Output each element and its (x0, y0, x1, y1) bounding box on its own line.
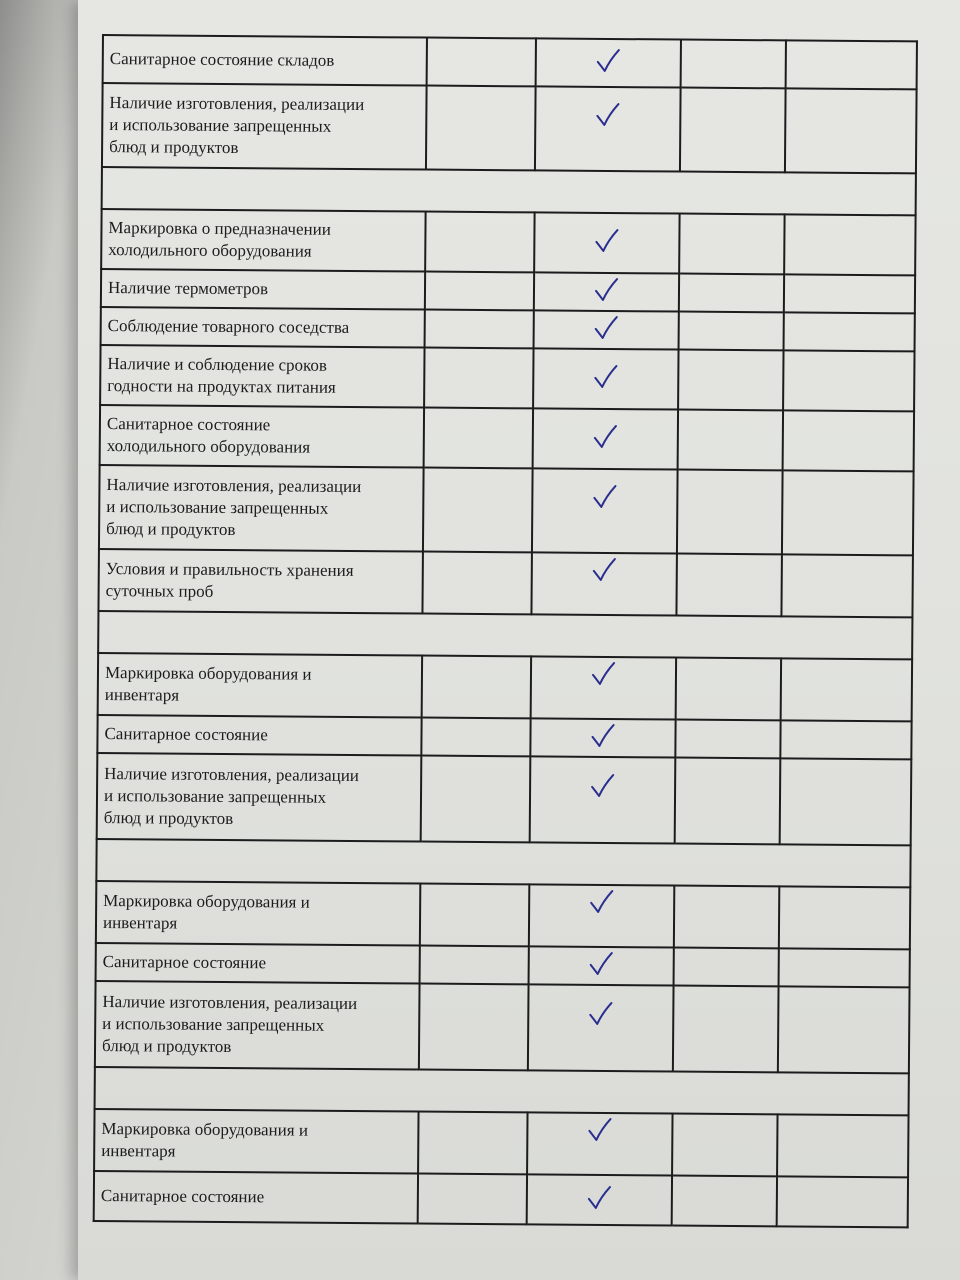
checkmark-icon (593, 277, 619, 303)
empty-cell[interactable] (418, 1174, 528, 1225)
criterion-label-line: Маркировка оборудования и (101, 1119, 309, 1140)
empty-cell[interactable] (420, 884, 530, 947)
criterion-label-line: Санитарное состояние (104, 724, 268, 745)
criterion-label (95, 981, 420, 1070)
checklist-row (96, 881, 910, 949)
checked-cell[interactable] (529, 884, 674, 947)
empty-cell[interactable] (778, 948, 910, 987)
checkmark-icon (594, 228, 620, 254)
checklist-row (98, 653, 912, 721)
checked-cell[interactable] (531, 718, 676, 757)
checked-cell[interactable] (532, 468, 677, 553)
section-separator-cell (95, 1067, 909, 1115)
empty-cell[interactable] (419, 946, 529, 985)
checked-cell[interactable] (530, 756, 675, 843)
empty-cell[interactable] (779, 886, 911, 949)
checked-cell[interactable] (536, 38, 681, 87)
criterion-label-line: Наличие изготовления, реализации (106, 475, 362, 497)
criterion-label-line: Санитарное состояние (102, 952, 267, 973)
section-separator-row (98, 611, 912, 659)
empty-cell[interactable] (777, 1114, 909, 1177)
checklist-row (101, 307, 915, 351)
empty-cell[interactable] (419, 984, 529, 1071)
empty-cell[interactable] (785, 88, 917, 173)
checkmark-icon (592, 424, 618, 450)
empty-cell[interactable] (423, 408, 533, 469)
checkmark-icon (595, 102, 621, 128)
empty-cell[interactable] (782, 410, 914, 471)
criterion-label-line: Условия и правильность хранения (105, 559, 354, 580)
criterion-label-line: инвентаря (104, 685, 180, 705)
criterion-label (103, 35, 427, 86)
empty-cell[interactable] (675, 720, 780, 759)
empty-cell[interactable] (671, 1176, 776, 1227)
section-separator-cell (98, 611, 912, 659)
criterion-label (94, 1109, 418, 1174)
criterion-label (100, 405, 424, 468)
criterion-label-line: и использование запрещенных (103, 786, 327, 807)
checkmark-icon (589, 773, 615, 799)
empty-cell[interactable] (424, 310, 534, 349)
empty-cell[interactable] (778, 986, 910, 1073)
checklist-row (101, 209, 915, 275)
checked-cell[interactable] (533, 348, 678, 409)
empty-cell[interactable] (678, 274, 783, 313)
criterion-label-line: холодильного оборудования (106, 436, 311, 457)
checked-cell[interactable] (527, 1174, 672, 1225)
criterion-label (101, 307, 425, 348)
checklist-row (95, 981, 910, 1073)
criterion-label-line: блюд и продуктов (103, 808, 234, 829)
checked-cell[interactable] (534, 272, 679, 311)
criterion-label-line: Маркировка оборудования и (103, 891, 310, 912)
checked-cell[interactable] (527, 1112, 672, 1175)
criterion-label (101, 209, 425, 272)
checklist-row (94, 1171, 908, 1227)
criterion-label (102, 83, 426, 170)
checked-cell[interactable] (529, 946, 674, 985)
criterion-label-line: суточных проб (105, 581, 214, 601)
criterion-label-line: Наличие изготовления, реализации (102, 992, 358, 1014)
checkmark-icon (589, 889, 615, 915)
empty-cell[interactable] (779, 758, 911, 845)
empty-cell[interactable] (780, 658, 912, 721)
criterion-label (96, 943, 420, 984)
criterion-label-line: и использование запрещенных (102, 1014, 325, 1035)
checked-cell[interactable] (533, 408, 678, 469)
checklist-row (100, 405, 914, 471)
section-separator-cell (96, 839, 910, 887)
empty-cell[interactable] (421, 656, 531, 719)
empty-cell[interactable] (679, 214, 784, 275)
empty-cell[interactable] (425, 272, 535, 311)
criterion-label-line: Санитарное состояние (100, 1186, 265, 1207)
criterion-label-line: блюд и продуктов (109, 137, 239, 158)
checkmark-icon (588, 951, 614, 977)
criterion-label (98, 653, 422, 718)
empty-cell[interactable] (673, 948, 778, 987)
empty-cell[interactable] (418, 1112, 528, 1175)
criterion-label-line: Наличие термометров (107, 278, 269, 299)
checklist-body (94, 35, 917, 1227)
empty-cell[interactable] (674, 758, 780, 845)
criterion-label (97, 753, 422, 842)
empty-cell[interactable] (776, 1176, 908, 1227)
checkmark-icon (590, 661, 616, 687)
checklist-row (97, 715, 911, 759)
empty-cell[interactable] (421, 718, 531, 757)
checkmark-icon (586, 1185, 612, 1211)
criterion-label (94, 1171, 418, 1224)
empty-cell[interactable] (673, 886, 779, 949)
criterion-label-line: Маркировка о предназначении (108, 218, 331, 239)
criterion-label-line: Санитарное состояние (106, 414, 271, 435)
empty-cell[interactable] (782, 470, 914, 555)
checkmark-icon (595, 48, 621, 74)
criterion-label-line: Наличие и соблюдение сроков (107, 354, 328, 375)
section-separator-cell (102, 167, 916, 215)
criterion-label-line: блюд и продуктов (106, 519, 236, 540)
checklist-row (100, 345, 914, 411)
criterion-label-line: годности на продуктах питания (107, 376, 336, 397)
empty-cell[interactable] (680, 40, 785, 89)
empty-cell[interactable] (675, 658, 781, 721)
criterion-label-line: и использование запрещенных (106, 497, 329, 518)
checklist-row (98, 549, 912, 617)
checkmark-icon (592, 484, 618, 510)
checked-cell[interactable] (534, 212, 679, 273)
empty-cell[interactable] (426, 38, 536, 87)
checklist-row (102, 83, 917, 173)
criterion-label-line: Наличие изготовления, реализации (109, 93, 365, 115)
checklist-row (101, 269, 915, 313)
empty-cell[interactable] (425, 212, 535, 273)
criterion-label (98, 549, 422, 614)
criterion-label-line: Наличие изготовления, реализации (104, 764, 360, 786)
empty-cell[interactable] (780, 720, 912, 759)
section-separator-row (96, 839, 910, 887)
empty-cell[interactable] (424, 348, 534, 409)
checkmark-icon (588, 1001, 614, 1027)
empty-cell[interactable] (784, 274, 916, 313)
empty-cell[interactable] (678, 350, 783, 411)
criterion-label (100, 345, 424, 408)
empty-cell[interactable] (677, 470, 783, 555)
checked-cell[interactable] (535, 86, 680, 171)
empty-cell[interactable] (677, 410, 782, 471)
criterion-label (99, 465, 423, 552)
checklist-row (99, 465, 914, 555)
checklist-row (97, 753, 912, 845)
section-separator-row (102, 167, 916, 215)
empty-cell[interactable] (673, 986, 779, 1073)
checkmark-icon (591, 557, 617, 583)
empty-cell[interactable] (426, 86, 536, 171)
section-separator-row (95, 1067, 909, 1115)
criterion-label (96, 881, 420, 946)
empty-cell[interactable] (422, 552, 532, 615)
empty-cell[interactable] (672, 1114, 778, 1177)
checkmark-icon (593, 364, 619, 390)
criterion-label-line: и использование запрещенных (109, 115, 332, 136)
checklist-row (96, 943, 910, 987)
checkmark-icon (593, 315, 619, 341)
criterion-label-line: Соблюдение товарного соседства (107, 316, 350, 337)
checked-cell[interactable] (532, 552, 677, 615)
empty-cell[interactable] (781, 554, 913, 617)
checkmark-icon (587, 1117, 613, 1143)
checklist-form (93, 34, 918, 1228)
empty-cell[interactable] (783, 312, 915, 351)
checked-cell[interactable] (528, 984, 673, 1071)
checked-cell[interactable] (531, 656, 676, 719)
criterion-label-line: блюд и продуктов (101, 1036, 232, 1057)
empty-cell[interactable] (678, 312, 783, 351)
empty-cell[interactable] (783, 350, 915, 411)
empty-cell[interactable] (423, 468, 533, 553)
empty-cell[interactable] (680, 88, 786, 173)
checklist-table (93, 34, 918, 1228)
checkmark-icon (590, 723, 616, 749)
criterion-label-line: инвентаря (101, 1141, 176, 1161)
checklist-row (103, 35, 917, 89)
criterion-label (97, 715, 421, 756)
criterion-label-line: инвентаря (102, 913, 178, 933)
empty-cell[interactable] (785, 40, 917, 89)
criterion-label (101, 269, 425, 310)
empty-cell[interactable] (784, 214, 916, 275)
empty-cell[interactable] (421, 756, 531, 843)
criterion-label-line: холодильного оборудования (108, 240, 312, 261)
checklist-row (94, 1109, 908, 1177)
criterion-label-line: Санитарное состояние складов (109, 49, 335, 70)
empty-cell[interactable] (676, 554, 782, 617)
criterion-label-line: Маркировка оборудования и (104, 663, 312, 684)
checked-cell[interactable] (534, 310, 679, 349)
